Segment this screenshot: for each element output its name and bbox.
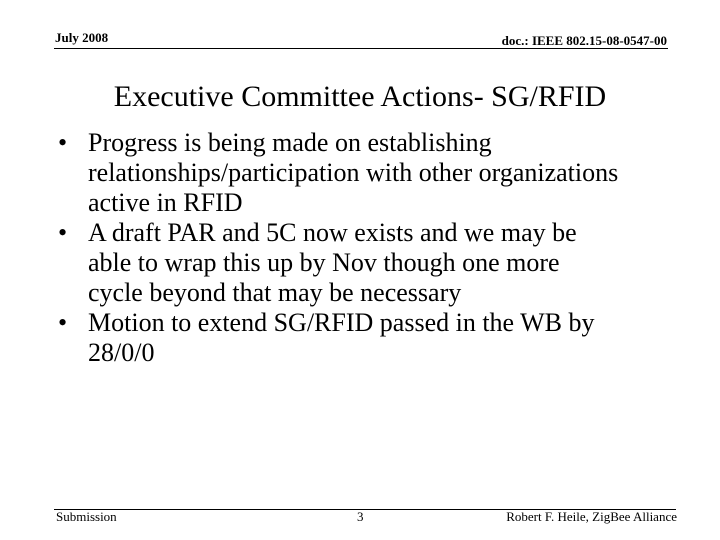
bullet-item-3 — [58, 308, 698, 368]
bullet-line: active in RFID — [88, 188, 243, 217]
bullet-marker: • — [58, 218, 68, 247]
bullet-line: able to wrap this up by Nov though one more — [88, 248, 560, 277]
bullet-list — [58, 128, 698, 368]
bullet-marker: • — [58, 308, 68, 337]
header-doc-id: doc.: IEEE 802.15-08-0547-00 — [501, 33, 667, 48]
footer-submission: Submission — [56, 509, 117, 524]
footer-page-number: 3 — [357, 509, 364, 524]
bullet-item-1 — [58, 128, 698, 218]
bullet-line: 28/0/0 — [88, 338, 155, 367]
header-date: July 2008 — [55, 30, 109, 45]
bullet-line: cycle beyond that may be necessary — [88, 278, 462, 307]
bullet-line: relationships/participation with other organizations — [88, 158, 619, 187]
footer-author: Robert F. Heile, ZigBee Alliance — [506, 509, 677, 524]
header-rule — [54, 48, 668, 49]
bullet-item-2 — [58, 218, 698, 308]
bullet-line: A draft PAR and 5C now exists and we may be — [88, 218, 577, 247]
bullet-marker: • — [58, 128, 68, 157]
bullet-line: Motion to extend SG/RFID passed in the WB by — [88, 308, 595, 337]
slide-title: Executive Committee Actions- SG/RFID — [113, 80, 607, 113]
bullet-line: Progress is being made on establishing — [88, 128, 492, 157]
